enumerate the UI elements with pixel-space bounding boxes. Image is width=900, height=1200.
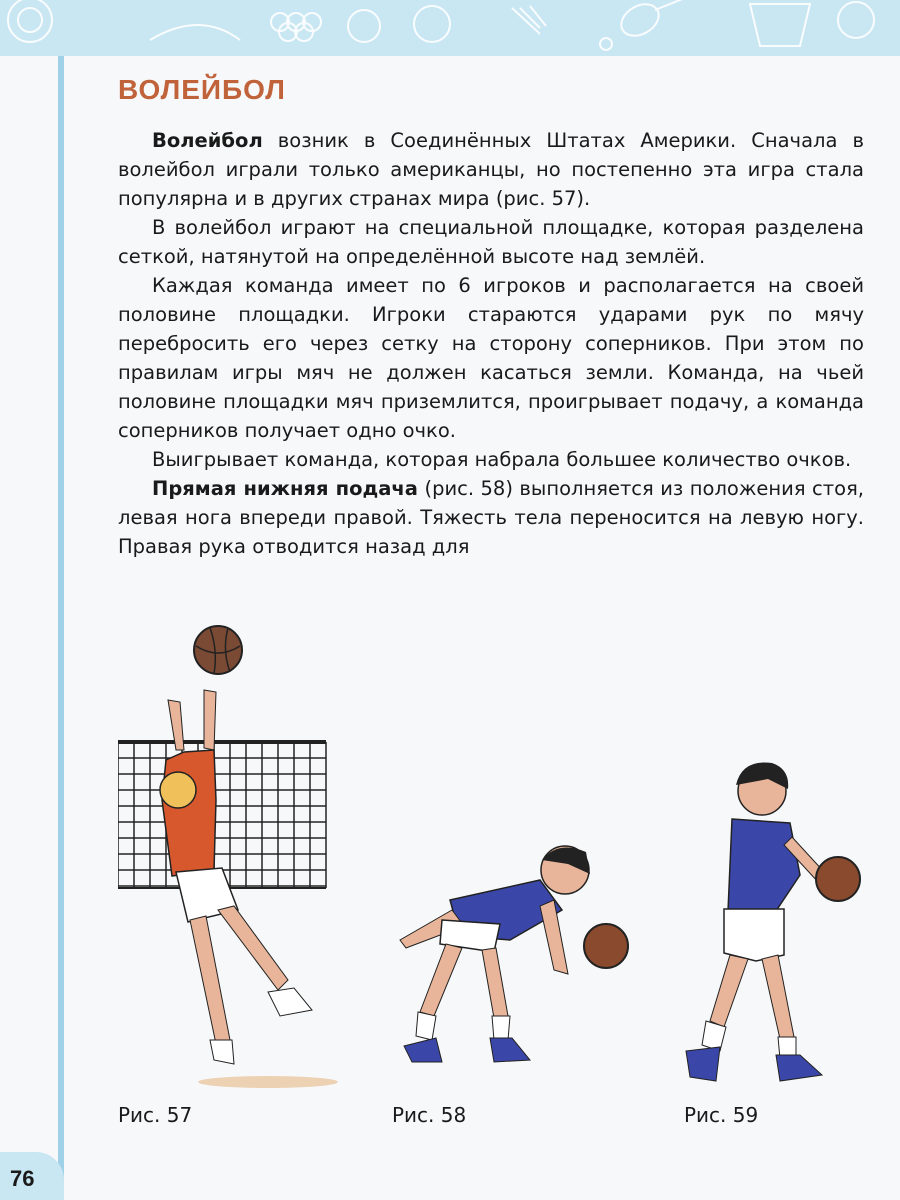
figure-59-illustration: [680, 755, 870, 1095]
stopwatch-icon: [348, 10, 380, 42]
volleyball-net: [118, 742, 326, 888]
caption-figure-59: Рис. 59: [684, 1103, 759, 1127]
sports-icons-strip: [0, 0, 900, 56]
player-jumping: [160, 690, 312, 1064]
target-icon: [8, 0, 52, 42]
ball-59: [816, 857, 860, 901]
left-margin-rule: [58, 56, 64, 1200]
ball-58: [584, 924, 628, 968]
player-standing: [686, 762, 836, 1081]
ground-shadow: [198, 1076, 338, 1088]
player-underhand-serve: [400, 846, 590, 1062]
paragraph-4: Выигрывает команда, которая набрала большее количество очков.: [152, 448, 852, 471]
paragraph-1: Волейбол возник в Соединённых Штатах Америки. Сначала в волейбол играли только американцы, но постепенно эта игра стала популярна и в других странах мира (рис. 57).: [118, 129, 864, 210]
figure-58-illustration: [390, 840, 640, 1090]
page-number: 76: [10, 1166, 35, 1191]
soccer-ball-icon: [414, 6, 450, 42]
tennis-ball-icon: [600, 38, 612, 50]
paragraph-2: В волейбол играют на специальной площадке, которая разделена сеткой, натянутой на определённой высоте над землёй.: [118, 216, 864, 268]
basketball-hoop-icon: [750, 4, 810, 46]
tennis-racket-icon: [616, 0, 665, 42]
figure-57-illustration: [118, 620, 338, 1090]
volleyball-ball: [194, 626, 242, 674]
article-body: [118, 126, 864, 561]
shuttlecock-icon: [512, 6, 546, 34]
caption-figure-57: Рис. 57: [118, 1103, 193, 1127]
header-decoration-band: [0, 0, 900, 56]
page-title: ВОЛЕЙБОЛ: [118, 74, 286, 105]
ping-pong-paddle-icon: [838, 2, 874, 38]
caption-figure-58: Рис. 58: [392, 1103, 467, 1127]
paragraph-5: Прямая нижняя подача (рис. 58) выполняется из положения стоя, левая нога впереди правой. Тяжесть тела переносится на левую ногу. Правая рука отводится назад для: [118, 477, 864, 558]
paragraph-3: Каждая команда имеет по 6 игроков и располагается на своей половине площадки. Игроки стараются ударами рук по мячу перебросить его через сетку на сторону соперников. При этом по правилам игры мяч не должен касаться земли. Команда, на чьей половине площадки мяч приземлится, проигрывает подачу, а команда соперников получает одно очко.: [118, 274, 864, 442]
